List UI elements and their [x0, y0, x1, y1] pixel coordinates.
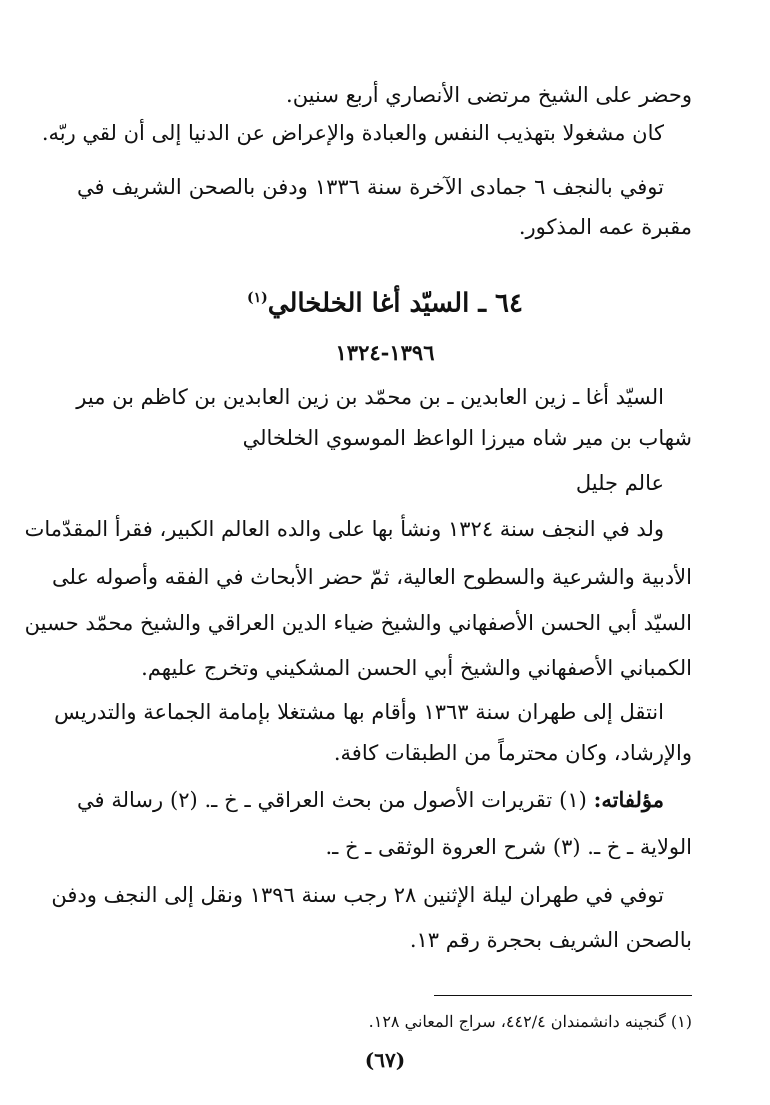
- paragraph-line: عالم جليل: [575, 471, 664, 495]
- footnote-divider: [434, 995, 692, 996]
- paragraph-line: الولاية ـ خ ـ. (٣) شرح العروة الوثقى ـ خ ـ.: [325, 835, 692, 859]
- paragraph-line: توفي بالنجف ٦ جمادى الآخرة سنة ١٣٣٦ ودفن بالصحن الشريف في: [77, 175, 665, 199]
- entry-heading-text: ٦٤ ـ السيّد أغا الخلخالي: [267, 288, 523, 319]
- entry-years: ١٣٩٦-١٣٢٤: [335, 340, 435, 365]
- paragraph-line: مقبرة عمه المذكور.: [518, 215, 692, 239]
- paragraph-line: شهاب بن مير شاه ميرزا الواعظ الموسوي الخلخالي: [242, 426, 692, 450]
- paragraph-line: والإرشاد، وكان محترماً من الطبقات كافة.: [333, 741, 692, 765]
- paragraph-line: السيّد أبي الحسن الأصفهاني والشيخ ضياء الدين العراقي والشيخ محمّد حسين: [24, 611, 692, 635]
- works-line: [77, 785, 692, 815]
- entry-heading: [0, 280, 770, 322]
- paragraph-line: انتقل إلى طهران سنة ١٣٦٣ وأقام بها مشتغلا بإمامة الجماعة والتدريس: [54, 700, 664, 724]
- paragraph-line: ولد في النجف سنة ١٣٢٤ ونشأ بها على والده العالم الكبير، فقرأ المقدّمات: [24, 517, 664, 541]
- footnote: (١) گنجينه دانشمندان ٤٤٢/٤، سراج المعاني ١٢٨.: [368, 1012, 692, 1031]
- works-label: مؤلفاته:: [593, 787, 665, 812]
- page-number: (٦٧): [364, 1048, 406, 1072]
- paragraph-line: كان مشغولا بتهذيب النفس والعبادة والإعراض عن الدنيا إلى أن لقي ربّه.: [41, 121, 664, 145]
- works-text: (١) تقريرات الأصول من بحث العراقي ـ خ ـ. (٢) رسالة في: [77, 788, 587, 812]
- paragraph-line: وحضر على الشيخ مرتضى الأنصاري أربع سنين.: [286, 83, 692, 107]
- paragraph-line: الكمباني الأصفهاني والشيخ أبي الحسن المشكيني وتخرج عليهم.: [141, 656, 692, 680]
- paragraph-line: بالصحن الشريف بحجرة رقم ١٣.: [409, 928, 692, 952]
- paragraph-line: توفي في طهران ليلة الإثنين ٢٨ رجب سنة ١٣٩٦ ونقل إلى النجف ودفن: [51, 883, 664, 907]
- paragraph-line: الأدبية والشرعية والسطوح العالية، ثمّ حضر الأبحاث في الفقه وأصوله على: [51, 565, 692, 589]
- paragraph-line: السيّد أغا ـ زين العابدين ـ بن محمّد بن زين العابدين بن كاظم بن مير: [76, 385, 664, 409]
- footnote-marker: (١): [247, 290, 268, 306]
